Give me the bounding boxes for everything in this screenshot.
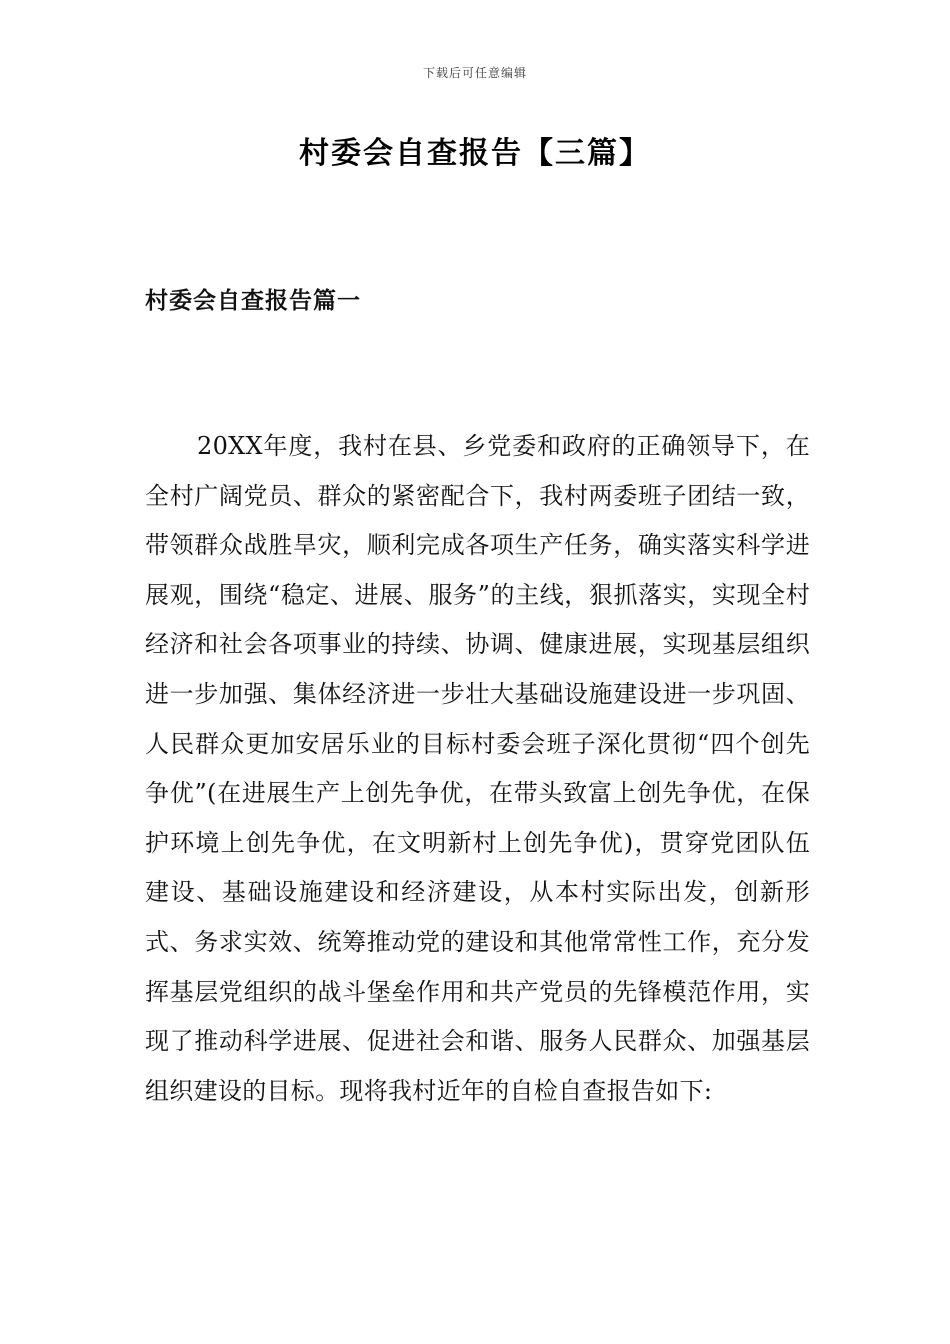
header-note: 下载后可任意编辑 [422,66,527,80]
body-paragraph: 20XX年度，我村在县、乡党委和政府的正确领导下，在全村广阔党员、群众的紧密配合下，我村两委班子团结一致，带领群众战胜旱灾，顺利完成各项生产任务，确实落实科学进展观，围绕“稳定、进展、服务”的主线，狠抓落实，实现全村经济和社会各项事业的持续、协调、健康进展，实现基层组织进一步加强、集体经济进一步壮大基础设施建设进一步巩固、人民群众更加安居乐业的目标村委会班子深化贯彻“四个创先争优”(在进展生产上创先争优，在带头致富上创先争优，在保护环境上创先争优，在文明新村上创先争优)，贯穿党团队伍建设、基础设施建设和经济建设，从本村实际出发，创新形式、务求实效、统筹推动党的建设和其他常常性工作，充分发挥基层党组织的战斗堡垒作用和共产党员的先锋模范作用，实现了推动科学进展、促进社会和谐、服务人民群众、加强基层组织建设的目标。现将我村近年的自检自查报告如下: [145,432,810,1105]
document-title: 村委会自查报告【三篇】 [299,136,651,171]
section-heading: 村委会自查报告篇一 [145,287,361,314]
